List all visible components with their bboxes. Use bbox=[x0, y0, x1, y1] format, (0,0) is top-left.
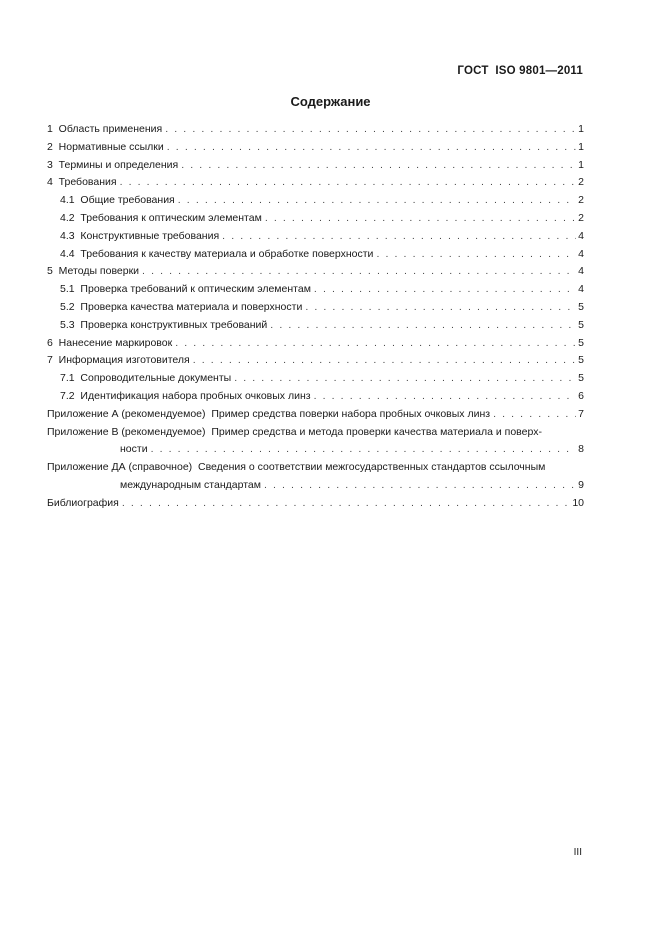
toc-entry-page: 2 bbox=[578, 211, 584, 224]
toc-entry-4-2[interactable] bbox=[47, 210, 584, 228]
toc-entry-text: 7.1 Сопроводительные документы bbox=[60, 372, 232, 385]
toc-entry-7-2[interactable] bbox=[47, 388, 584, 406]
toc-entry-text: 1 Область применения bbox=[47, 123, 163, 135]
toc-entry-first-line: Приложение В (рекомендуемое) Пример средства и метода проверки качества материала и поверх- bbox=[47, 425, 542, 438]
toc-entry-4-1[interactable] bbox=[47, 192, 584, 210]
toc-entry-text: 5.2 Проверка качества материала и поверхности bbox=[60, 300, 303, 313]
dot-leader bbox=[314, 281, 576, 299]
toc-entry-text: 4.2 Требования к оптическим элементам bbox=[60, 211, 262, 224]
dot-leader bbox=[193, 352, 576, 370]
dot-leader bbox=[314, 388, 577, 406]
toc-entry-appendix-da[interactable] bbox=[47, 459, 584, 495]
toc-entry-text: 5 Методы поверки bbox=[47, 265, 140, 278]
dot-leader bbox=[181, 157, 576, 175]
toc-entry-first-line: Приложение ДА (справочное) Сведения о соответствии межгосударственных стандартов ссылочным bbox=[47, 461, 546, 474]
dot-leader bbox=[178, 192, 576, 210]
dot-leader bbox=[151, 441, 577, 459]
dot-leader bbox=[305, 299, 576, 317]
toc-entry-text: 4.1 Общие требования bbox=[60, 194, 175, 207]
toc-entry-page: 5 bbox=[578, 318, 584, 331]
toc-entry-page: 5 bbox=[578, 300, 584, 313]
standard-number: ГОСТ ISO 9801—2011 bbox=[457, 65, 583, 77]
toc-entry-page: 4 bbox=[578, 265, 584, 278]
toc-entry-page: 5 bbox=[578, 372, 584, 385]
toc-title: Содержание bbox=[290, 94, 371, 109]
toc-entry-text: 7.2 Идентификация набора пробных очковых линз bbox=[60, 389, 311, 402]
toc-entry-appendix-a[interactable] bbox=[47, 406, 584, 424]
toc-entry-page: 5 bbox=[578, 336, 584, 349]
toc-entry-text: 5.3 Проверка конструктивных требований bbox=[60, 318, 268, 331]
toc-entry-appendix-b[interactable] bbox=[47, 424, 584, 460]
toc-entry-page: 4 bbox=[578, 247, 584, 260]
toc-entry-5-2[interactable] bbox=[47, 299, 584, 317]
dot-leader bbox=[222, 228, 576, 246]
toc-entry-text: ности bbox=[120, 443, 148, 456]
page-number: III bbox=[573, 847, 582, 858]
toc-entry-6[interactable] bbox=[47, 335, 584, 353]
toc-entry-5[interactable] bbox=[47, 263, 584, 281]
toc-entry-5-1[interactable] bbox=[47, 281, 584, 299]
dot-leader bbox=[265, 210, 576, 228]
toc-entry-text: 2 Нормативные ссылки bbox=[47, 140, 164, 153]
toc-entry-text: 3 Термины и определения bbox=[47, 158, 179, 171]
dot-leader bbox=[376, 246, 576, 264]
toc-entry-text: 5.1 Проверка требований к оптическим элементам bbox=[60, 283, 311, 296]
toc-entry-page: 7 bbox=[578, 407, 584, 420]
toc-entry-page: 4 bbox=[578, 283, 584, 296]
toc-entry-4-3[interactable] bbox=[47, 228, 584, 246]
toc-entry-5-3[interactable] bbox=[47, 317, 584, 335]
toc-entry-7-1[interactable] bbox=[47, 370, 584, 388]
dot-leader bbox=[234, 370, 576, 388]
toc-entry-text: 4.3 Конструктивные требования bbox=[60, 229, 220, 242]
toc-entry-page: 1 bbox=[578, 140, 584, 153]
toc-entry-text: Библиография bbox=[47, 496, 119, 509]
toc-entry-1[interactable] bbox=[47, 121, 584, 139]
toc-entry-text: 7 Информация изготовителя bbox=[47, 354, 190, 367]
toc-entry-page: 5 bbox=[578, 354, 584, 367]
toc-entry-text: 4 Требования bbox=[47, 176, 117, 189]
toc-entry-bibliography[interactable] bbox=[47, 495, 584, 513]
toc-entry-text: международным стандартам bbox=[120, 478, 261, 491]
toc-entry-page: 8 bbox=[578, 443, 584, 456]
toc-entry-page: 9 bbox=[578, 478, 584, 491]
dot-leader bbox=[120, 174, 577, 192]
toc-entry-4[interactable] bbox=[47, 174, 584, 192]
toc-entry-page: 1 bbox=[578, 123, 584, 135]
toc-entry-page: 2 bbox=[578, 176, 584, 189]
toc-entry-text: 6 Нанесение маркировок bbox=[47, 336, 173, 349]
dot-leader bbox=[122, 495, 570, 513]
toc-entry-page: 6 bbox=[578, 389, 584, 402]
toc-entry-text: 4.4 Требования к качеству материала и обработке поверхности bbox=[60, 247, 374, 260]
dot-leader bbox=[167, 139, 576, 157]
toc-entry-text: Приложение А (рекомендуемое) Пример средства поверки набора пробных очковых линз bbox=[47, 407, 491, 420]
table-of-contents bbox=[47, 121, 584, 513]
toc-entry-page: 2 bbox=[578, 194, 584, 207]
dot-leader bbox=[493, 406, 576, 424]
dot-leader bbox=[165, 121, 576, 139]
dot-leader bbox=[270, 317, 576, 335]
dot-leader bbox=[264, 477, 576, 495]
toc-entry-3[interactable] bbox=[47, 157, 584, 175]
toc-entry-page: 10 bbox=[572, 496, 584, 509]
dot-leader bbox=[175, 335, 576, 353]
toc-entry-page: 1 bbox=[578, 158, 584, 171]
toc-entry-7[interactable] bbox=[47, 352, 584, 370]
toc-entry-2[interactable] bbox=[47, 139, 584, 157]
toc-entry-page: 4 bbox=[578, 229, 584, 242]
dot-leader bbox=[142, 263, 576, 281]
toc-entry-4-4[interactable] bbox=[47, 246, 584, 264]
